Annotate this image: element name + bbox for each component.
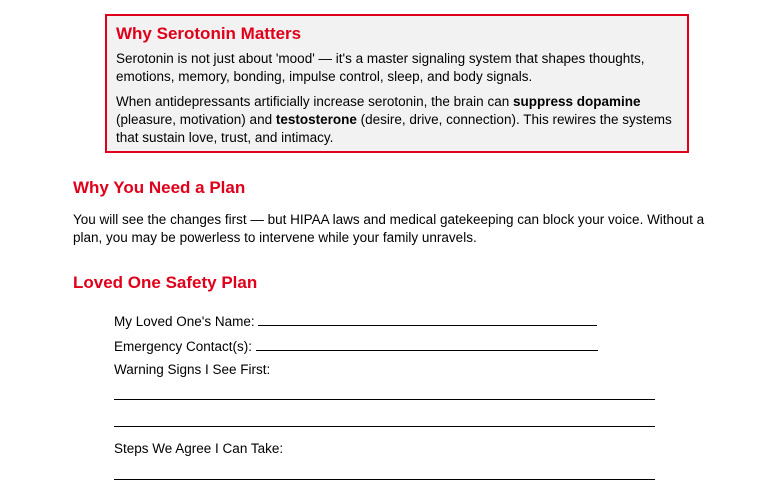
plan-section-body: You will see the changes first — but HIPAA laws and medical gatekeeping can block your voice. Without a plan, you may be powerless to intervene while your family unravels.: [73, 212, 705, 245]
steps-line-1[interactable]: [114, 479, 655, 480]
warning-signs-line-1[interactable]: [114, 399, 655, 400]
plan-section-title: Why You Need a Plan: [73, 178, 246, 197]
emergency-contact-field[interactable]: [256, 336, 598, 351]
callout-p2-bold-dopamine: suppress dopamine: [512, 94, 641, 109]
safety-plan-title: Loved One Safety Plan: [73, 273, 258, 292]
callout-paragraph-1: Serotonin is not just about 'mood' — it's a master signaling system that shapes thoughts, emotions, memory, bonding, impulse control, sleep, and body signals.: [116, 51, 645, 84]
callout-p2-end: (desire, drive, connection). This rewires the systems that sustain love, trust, and intimacy.: [116, 112, 672, 145]
callout-p2-bold-testosterone: testosterone: [275, 112, 357, 127]
steps-label: Steps We Agree I Can Take:: [114, 441, 284, 456]
callout-paragraph-2: [116, 93, 677, 147]
warning-signs-line-2[interactable]: [114, 426, 655, 427]
serotonin-callout-box: [105, 14, 689, 153]
warning-signs-label: Warning Signs I See First:: [114, 362, 271, 377]
callout-title: Why Serotonin Matters: [116, 24, 302, 43]
emergency-contact-label: Emergency Contact(s):: [114, 339, 253, 354]
callout-p2-intro: When antidepressants artificially increase serotonin, the brain can: [116, 94, 513, 109]
loved-one-name-row: [114, 311, 597, 331]
callout-p2-mid: (pleasure, motivation) and: [116, 112, 276, 127]
loved-one-name-field[interactable]: [258, 311, 597, 326]
loved-one-name-label: My Loved One's Name:: [114, 314, 255, 329]
emergency-contact-row: [114, 336, 598, 356]
